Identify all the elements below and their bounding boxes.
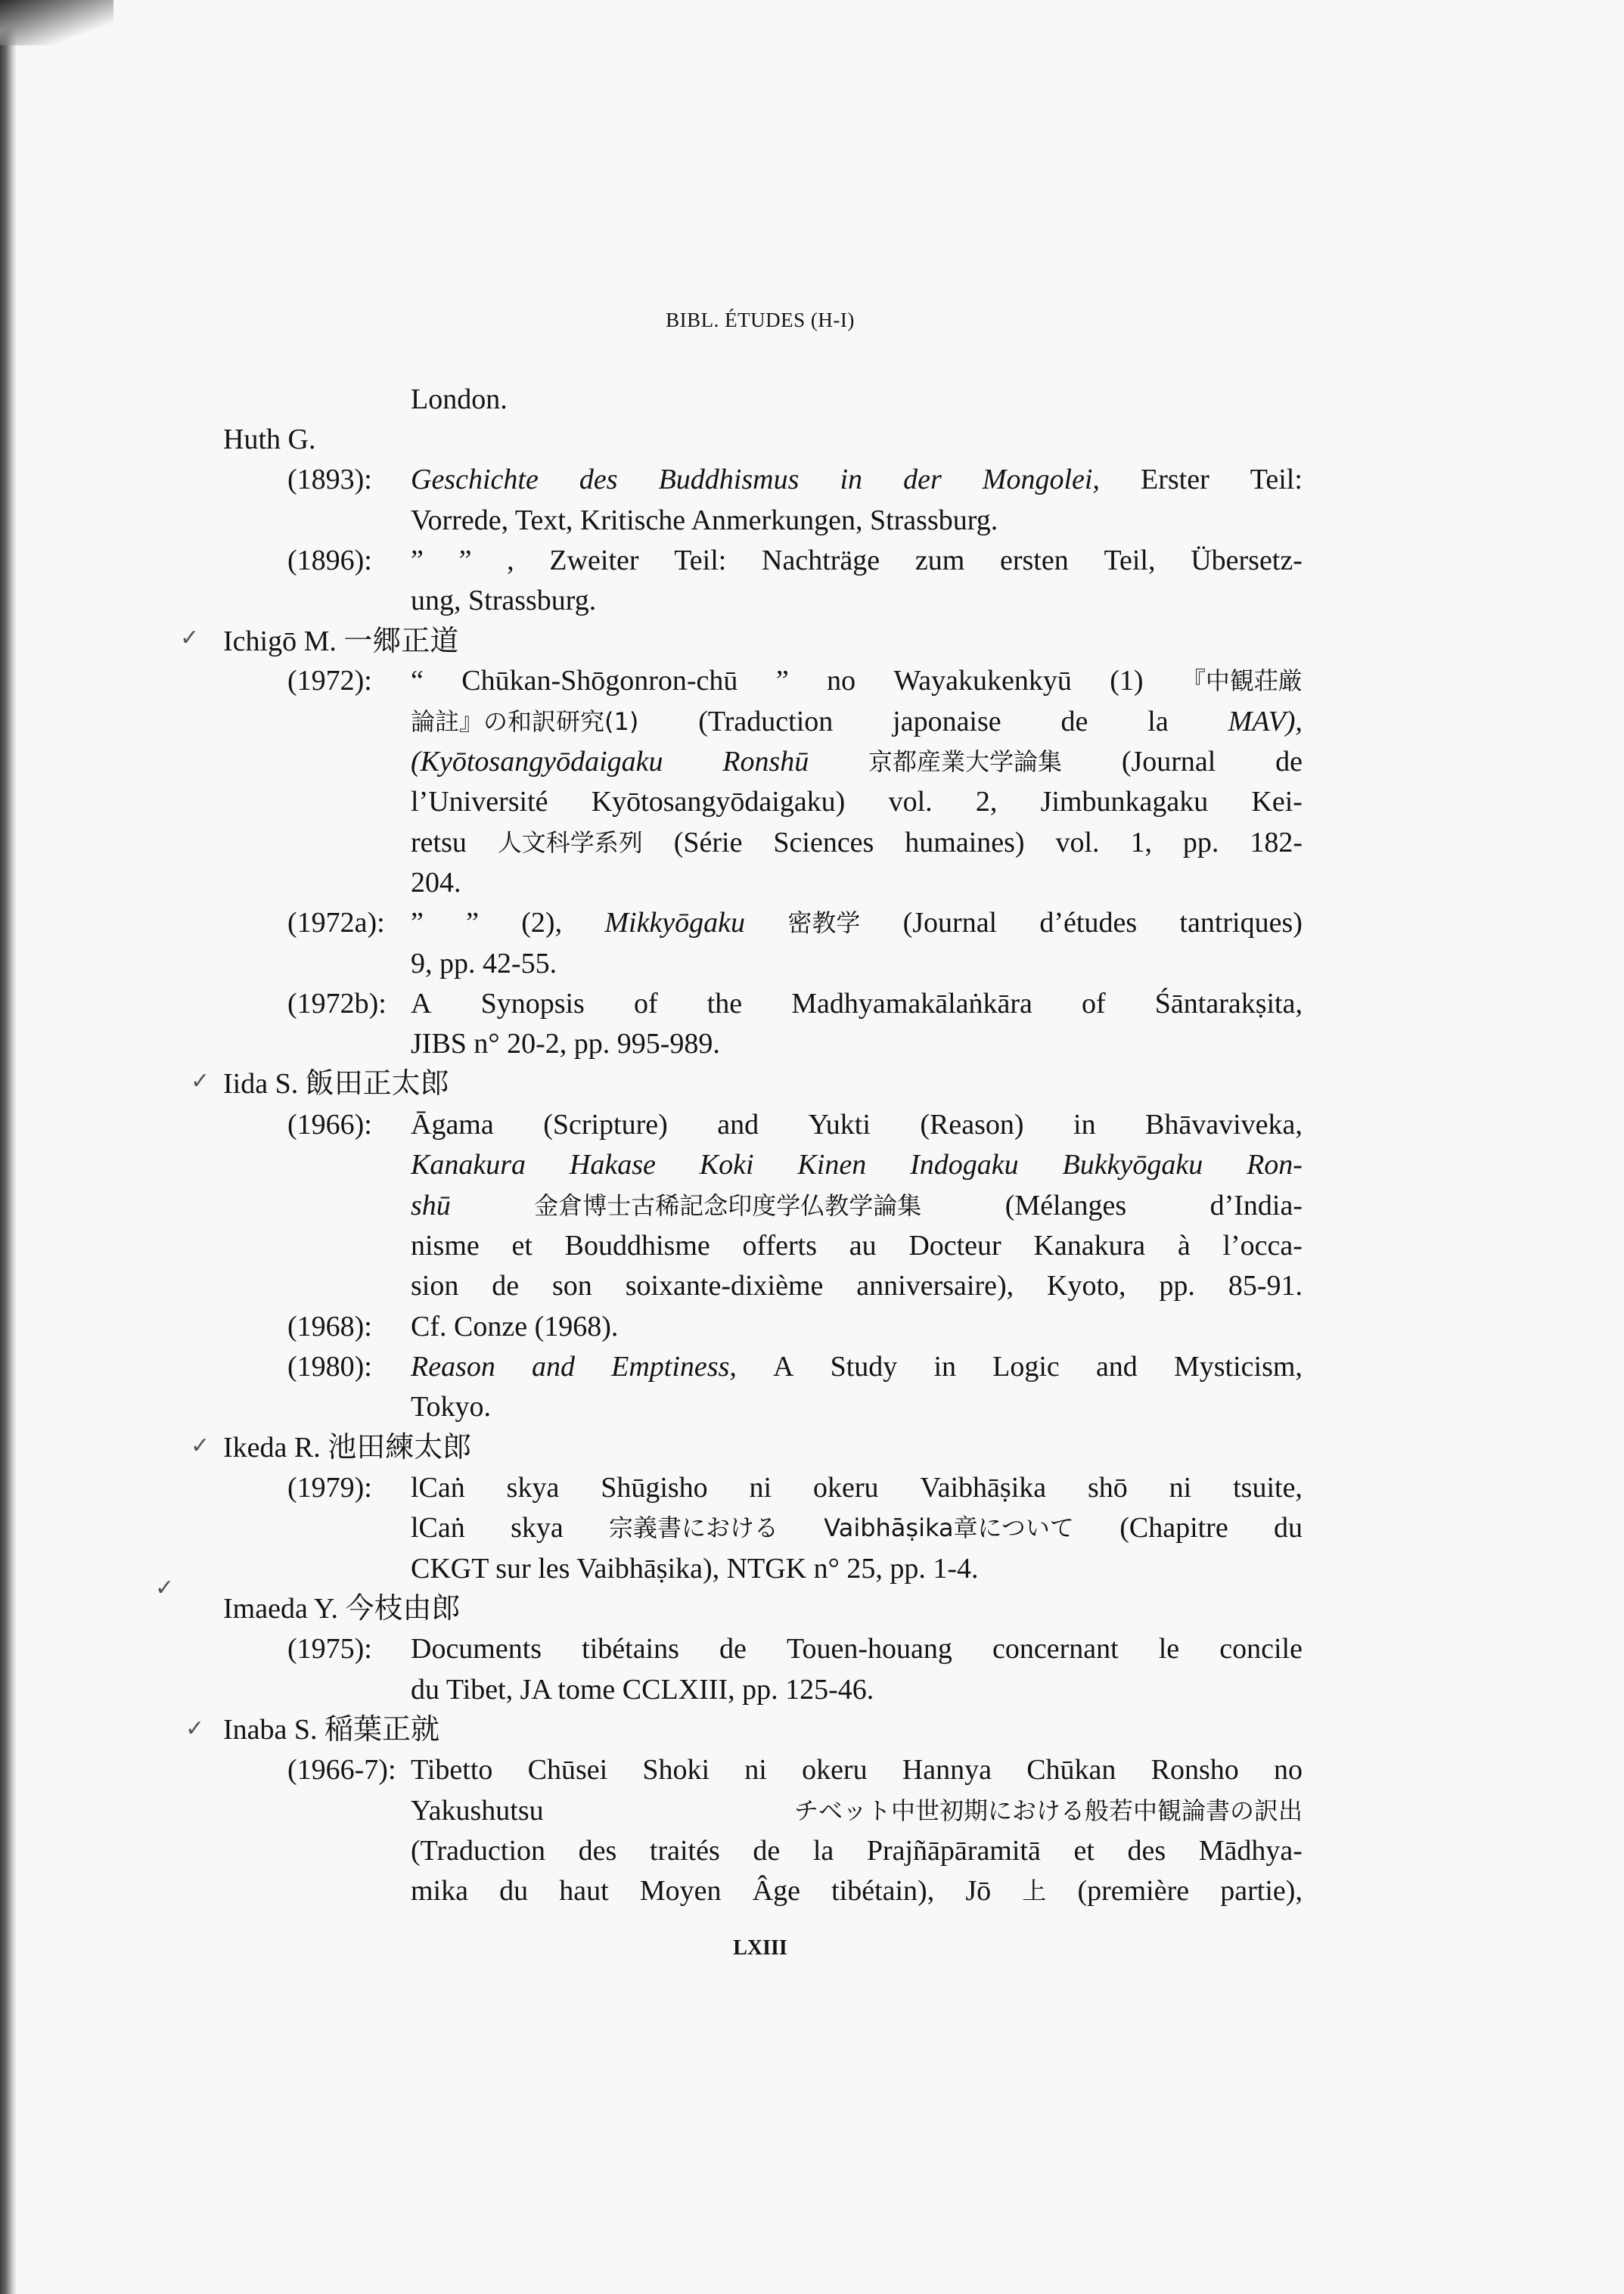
text-line: du Tibet, JA tome CCLXIII, pp. 125-46. xyxy=(411,1674,874,1706)
word: Zweiter xyxy=(549,545,639,576)
word: du xyxy=(1274,1512,1303,1544)
word: nisme xyxy=(411,1230,480,1262)
word: tibétain), xyxy=(831,1875,935,1907)
text-line xyxy=(411,1350,1303,1384)
entry-year: (1972a): xyxy=(287,907,385,939)
word: Touen-houang xyxy=(786,1633,952,1665)
word: Mongolei, xyxy=(982,464,1100,495)
text-line xyxy=(411,1794,1303,1828)
word: MAV), xyxy=(1228,706,1303,737)
word: Study xyxy=(830,1351,898,1383)
word: Indogaku xyxy=(910,1149,1019,1181)
word: Nachträge xyxy=(762,545,880,576)
word: 金倉博士古稀記念印度学仏教学論集 xyxy=(534,1191,922,1220)
word: retsu xyxy=(411,827,467,858)
word: Kyoto, xyxy=(1047,1270,1126,1302)
word: partie), xyxy=(1220,1875,1303,1907)
text-line xyxy=(411,463,1303,497)
word: (2), xyxy=(521,907,563,939)
word: and xyxy=(1095,1351,1138,1383)
word: concernant xyxy=(992,1633,1119,1665)
word: l’Université xyxy=(411,786,548,818)
word: Yakushutsu xyxy=(411,1795,544,1827)
entry-year: (1896): xyxy=(287,545,372,576)
word: 京都産業大学論集 xyxy=(868,747,1063,776)
text-line: 204. xyxy=(411,867,461,899)
text-line xyxy=(411,1632,1303,1666)
word: Shūgisho xyxy=(601,1472,708,1504)
word: Logic xyxy=(992,1351,1060,1383)
word: son xyxy=(552,1270,592,1302)
word: and xyxy=(717,1109,759,1141)
word: 上 xyxy=(1022,1876,1047,1905)
word: A xyxy=(773,1351,794,1383)
word: Ron- xyxy=(1247,1149,1303,1181)
word: Emptiness, xyxy=(611,1351,737,1383)
word: (Journal xyxy=(1121,746,1216,778)
word: Yukti xyxy=(808,1109,871,1141)
text-line xyxy=(411,906,1303,940)
check-mark: ✓ xyxy=(180,625,200,651)
word: de xyxy=(1275,746,1303,778)
text-line xyxy=(411,544,1303,578)
word: Mikkyōgaku xyxy=(604,907,746,939)
word: “ xyxy=(411,665,424,697)
word: de xyxy=(719,1633,747,1665)
text-line xyxy=(411,1189,1303,1223)
word: Jimbunkagaku xyxy=(1040,786,1209,818)
word: Moyen xyxy=(639,1875,722,1907)
word: 密教学 xyxy=(787,908,861,937)
author-name: Ikeda R. 池田練太郎 xyxy=(223,1432,472,1464)
entry-year: (1972): xyxy=(287,665,372,697)
word: shū xyxy=(411,1190,451,1222)
word: Tibetto xyxy=(411,1754,493,1786)
word: of xyxy=(1082,988,1106,1020)
word: des xyxy=(1127,1835,1166,1867)
word: (1) xyxy=(1110,665,1144,697)
word: Docteur xyxy=(908,1230,1001,1262)
word: Koki xyxy=(699,1149,754,1181)
text-line: ung, Strassburg. xyxy=(411,585,597,616)
word: 論註』の和訳研究(1) xyxy=(411,707,639,736)
word: (Mélanges xyxy=(1005,1190,1127,1222)
word: la xyxy=(1147,706,1169,737)
word: ” xyxy=(411,545,424,576)
word: of xyxy=(633,988,658,1020)
word: humaines) xyxy=(905,827,1025,858)
text-line: Cf. Conze (1968). xyxy=(411,1311,619,1343)
word: pp. xyxy=(1182,827,1219,858)
word: 人文科学系列 xyxy=(497,828,643,857)
word: Wayakukenkyū xyxy=(893,665,1072,697)
word: du xyxy=(499,1875,529,1907)
word: Teil: xyxy=(1250,464,1303,495)
text-line: CKGT sur les Vaibhāṣika), NTGK n° 25, pp. 1-4. xyxy=(411,1553,979,1585)
word: Teil: xyxy=(674,545,727,576)
word: Ronshū xyxy=(722,746,809,778)
entry-year: (1980): xyxy=(287,1351,372,1383)
text-line: Vorrede, Text, Kritische Anmerkungen, Strassburg. xyxy=(411,504,998,536)
word: (Kyōtosangyōdaigaku xyxy=(411,746,663,778)
text-line xyxy=(411,1511,1303,1545)
word: 『中観荘厳 xyxy=(1181,666,1303,695)
word: anniversaire), xyxy=(856,1270,1014,1302)
word: ersten xyxy=(1000,545,1069,576)
word: Geschichte xyxy=(411,464,539,495)
word: the xyxy=(706,988,743,1020)
word: vol. xyxy=(1055,827,1100,858)
word: Shoki xyxy=(642,1754,710,1786)
word: (Traduction xyxy=(411,1835,546,1867)
word: der xyxy=(903,464,942,495)
word: 1, xyxy=(1130,827,1152,858)
word: okeru xyxy=(802,1754,868,1786)
word: lCaṅ xyxy=(411,1512,465,1544)
author-name: Inaba S. 稲葉正就 xyxy=(223,1714,440,1746)
word: tsuite, xyxy=(1233,1472,1303,1504)
scan-shadow xyxy=(0,0,113,45)
word: (Traduction xyxy=(698,706,834,737)
word: Chūsei xyxy=(527,1754,608,1786)
author-name: Imaeda Y. 今枝由郎 xyxy=(223,1593,461,1625)
word: チベット中世初期における般若中観論書の訳出 xyxy=(793,1796,1303,1825)
word: traités xyxy=(649,1835,720,1867)
word: japonaise xyxy=(893,706,1001,737)
text-line xyxy=(411,785,1303,819)
entry-year: (1972b): xyxy=(287,988,387,1020)
word: au xyxy=(849,1230,877,1262)
word: 宗義書における xyxy=(609,1513,779,1542)
word: (première xyxy=(1077,1875,1190,1907)
text-line xyxy=(411,1874,1303,1908)
word: Übersetz- xyxy=(1191,545,1303,576)
word: tantriques) xyxy=(1179,907,1303,939)
word: Âge xyxy=(752,1875,800,1907)
word: in xyxy=(840,464,863,495)
text-line: 9, pp. 42-55. xyxy=(411,948,557,979)
word: offerts xyxy=(742,1230,817,1262)
check-mark: ✓ xyxy=(191,1433,210,1459)
word: (Chapitre xyxy=(1119,1512,1228,1544)
word: skya xyxy=(511,1512,564,1544)
word: okeru xyxy=(812,1472,879,1504)
word: Mādhya- xyxy=(1198,1835,1303,1867)
word: Bukkyōgaku xyxy=(1062,1149,1203,1181)
word: et xyxy=(1073,1835,1095,1867)
word: Chūkan-Shōgonron-chū xyxy=(461,665,738,697)
word: d’India- xyxy=(1209,1190,1303,1222)
word: Sciences xyxy=(773,827,874,858)
word: lCaṅ xyxy=(411,1472,465,1504)
entry-year: (1966): xyxy=(287,1109,372,1141)
word: Kanakura xyxy=(411,1149,526,1181)
author-name: Ichigō M. 一郷正道 xyxy=(223,625,459,657)
word: des xyxy=(578,1835,617,1867)
word: Mysticism, xyxy=(1173,1351,1303,1383)
author-name: Huth G. xyxy=(223,424,316,455)
word: ” xyxy=(466,907,480,939)
text-line xyxy=(411,1834,1303,1868)
author-name: Iida S. 飯田正太郎 xyxy=(223,1068,449,1100)
word: (Reason) xyxy=(920,1109,1024,1141)
word: ” xyxy=(411,907,424,939)
page-number: LXIII xyxy=(733,1936,787,1960)
word: skya xyxy=(506,1472,560,1504)
word: Jō xyxy=(965,1875,992,1907)
word: 182- xyxy=(1250,827,1303,858)
word: , xyxy=(507,545,514,576)
check-mark: ✓ xyxy=(155,1575,175,1601)
page-header: BIBL. ÉTUDES (H-I) xyxy=(666,309,855,331)
word: A xyxy=(411,988,432,1020)
word: de xyxy=(1060,706,1088,737)
entry-year: (1968): xyxy=(287,1311,372,1343)
word: à xyxy=(1177,1230,1191,1262)
word: l’occa- xyxy=(1222,1230,1303,1262)
text-line xyxy=(411,987,1303,1021)
text-line xyxy=(411,1148,1303,1182)
word: Buddhismus xyxy=(658,464,800,495)
word: Āgama xyxy=(411,1109,494,1141)
word: Vaibhāṣika章について xyxy=(824,1513,1074,1542)
word: soixante-dixième xyxy=(625,1270,824,1302)
word: ni xyxy=(1169,1472,1192,1504)
word: Hakase xyxy=(569,1149,656,1181)
text-line xyxy=(411,705,1303,739)
text-line xyxy=(411,745,1303,779)
word: no xyxy=(1273,1754,1303,1786)
word: in xyxy=(933,1351,957,1383)
word: mika xyxy=(411,1875,468,1907)
word: (Scripture) xyxy=(543,1109,668,1141)
word: Synopsis xyxy=(480,988,585,1020)
word: et xyxy=(511,1230,533,1262)
word: Kyōtosangyōdaigaku) xyxy=(591,786,846,818)
word: Prajñāpāramitā xyxy=(866,1835,1041,1867)
word: shō xyxy=(1088,1472,1128,1504)
word: vol. xyxy=(888,786,933,818)
text-line xyxy=(411,1471,1303,1505)
word: Erster xyxy=(1141,464,1209,495)
word: Śāntarakṣita, xyxy=(1154,988,1303,1020)
word: tibétains xyxy=(582,1633,679,1665)
word: Madhyamakālaṅkāra xyxy=(791,988,1032,1020)
word: Documents xyxy=(411,1633,542,1665)
word: ni xyxy=(744,1754,767,1786)
word: de xyxy=(753,1835,781,1867)
word: Teil, xyxy=(1104,545,1156,576)
text-line xyxy=(411,1753,1303,1787)
word: zum xyxy=(914,545,965,576)
entry-year: (1966-7): xyxy=(287,1754,396,1786)
word: ” xyxy=(775,665,789,697)
text-line: JIBS n° 20-2, pp. 995-989. xyxy=(411,1028,720,1060)
book-binding-edge xyxy=(0,0,17,2294)
word: Vaibhāṣika xyxy=(920,1472,1047,1504)
word: no xyxy=(827,665,856,697)
word: Bouddhisme xyxy=(564,1230,710,1262)
word: haut xyxy=(559,1875,609,1907)
word: d’études xyxy=(1039,907,1138,939)
word: la xyxy=(812,1835,834,1867)
word: Kei- xyxy=(1251,786,1303,818)
text-line xyxy=(411,1108,1303,1142)
word: (Journal xyxy=(902,907,998,939)
entry-year: (1975): xyxy=(287,1633,372,1665)
word: Bhāvaviveka, xyxy=(1145,1109,1303,1141)
word: (Série xyxy=(673,827,743,858)
word: Kinen xyxy=(797,1149,867,1181)
entry-year: (1979): xyxy=(287,1472,372,1504)
word: Hannya xyxy=(902,1754,992,1786)
text-line xyxy=(411,1229,1303,1263)
text-line: Tokyo. xyxy=(411,1391,492,1423)
word: le xyxy=(1158,1633,1180,1665)
word: 2, xyxy=(975,786,998,818)
word: concile xyxy=(1219,1633,1303,1665)
entry-year: (1893): xyxy=(287,464,372,495)
text-line xyxy=(411,826,1303,860)
word: ni xyxy=(749,1472,772,1504)
word: sion xyxy=(411,1270,459,1302)
text-line: London. xyxy=(411,383,508,415)
text-line xyxy=(411,664,1303,698)
word: Kanakura xyxy=(1033,1230,1146,1262)
word: 85-91. xyxy=(1228,1270,1303,1302)
word: in xyxy=(1073,1109,1096,1141)
word: Reason xyxy=(411,1351,495,1383)
text-line xyxy=(411,1269,1303,1303)
word: de xyxy=(492,1270,520,1302)
word: Ronsho xyxy=(1150,1754,1239,1786)
check-mark: ✓ xyxy=(185,1715,205,1742)
word: pp. xyxy=(1159,1270,1195,1302)
check-mark: ✓ xyxy=(191,1068,210,1094)
word: des xyxy=(579,464,618,495)
word: Chūkan xyxy=(1026,1754,1116,1786)
word: ” xyxy=(458,545,472,576)
word: and xyxy=(532,1351,576,1383)
